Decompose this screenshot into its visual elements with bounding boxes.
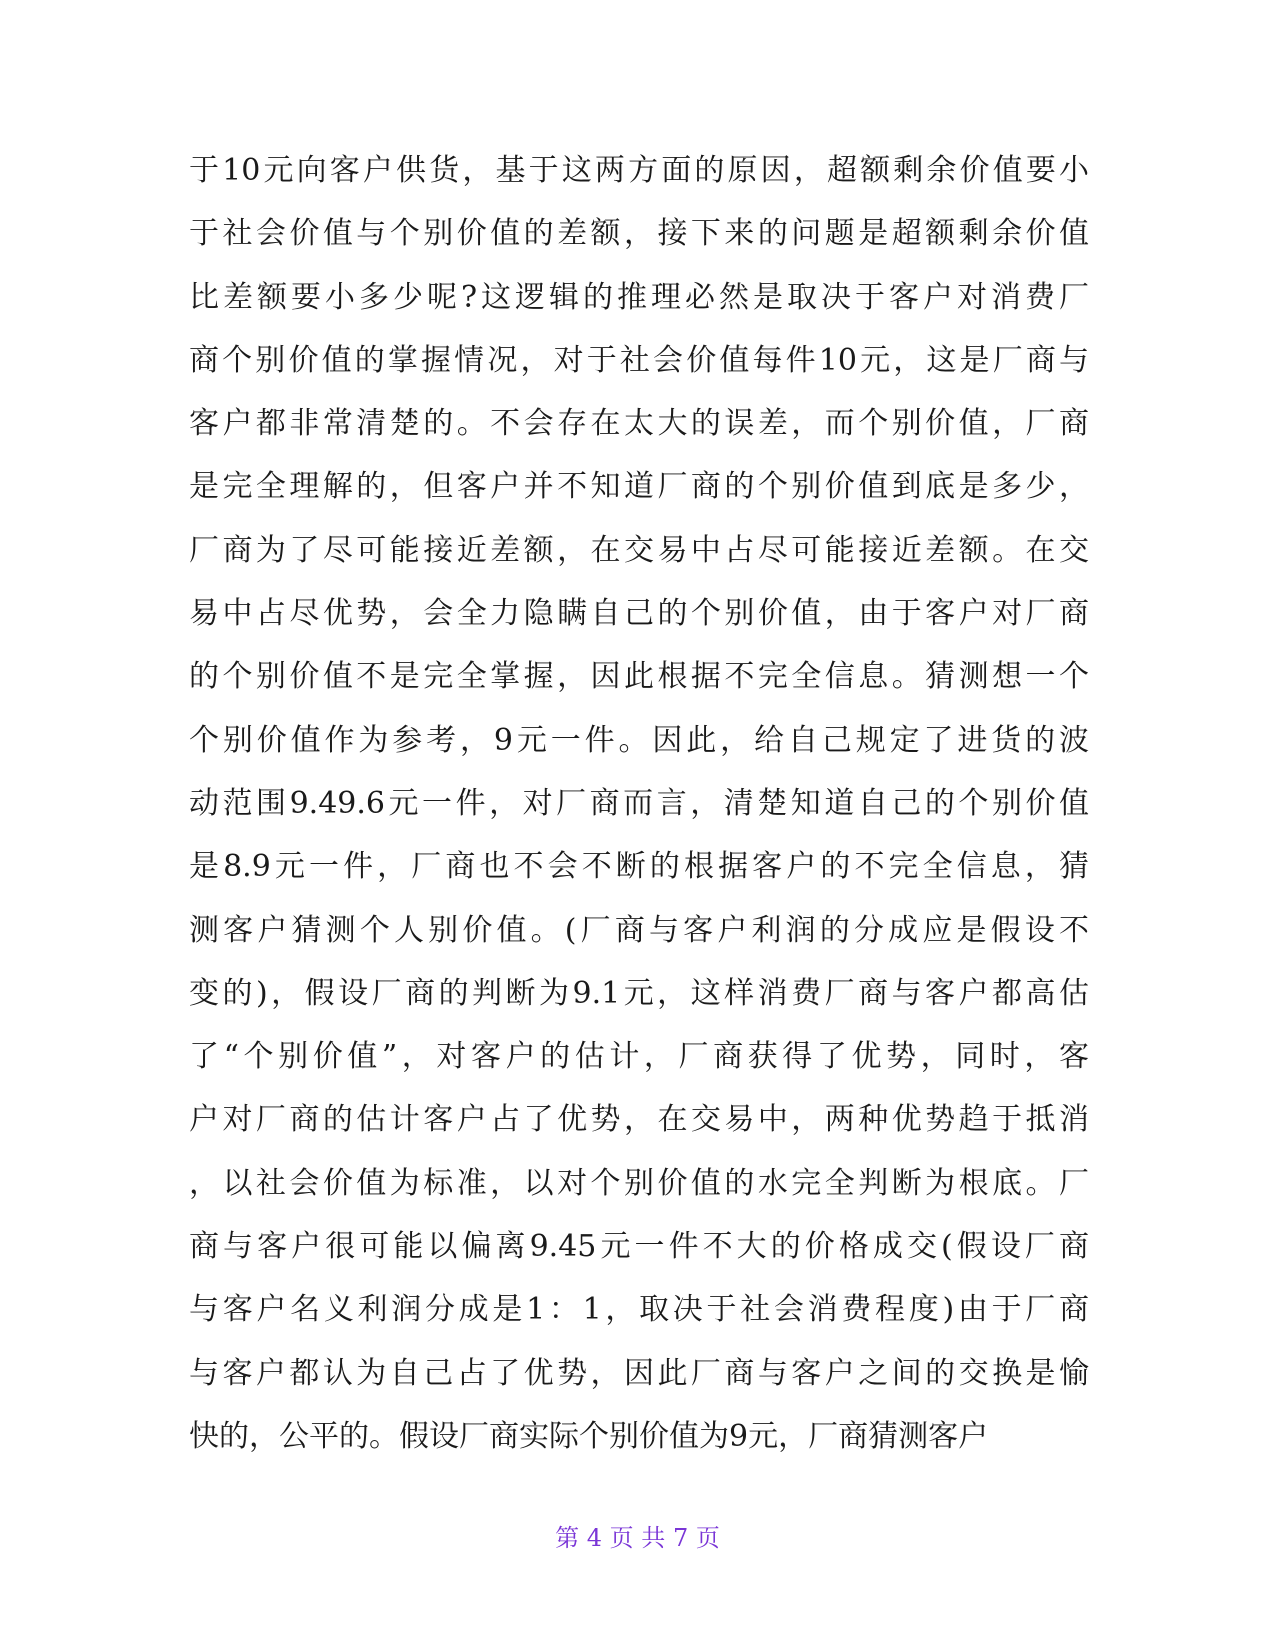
text-line: 个别价值作为参考，9元一件。因此，给自己规定了进货的波 (189, 722, 1089, 758)
text-line: 于10元向客户供货，基于这两方面的原因，超额剩余价值要小 (189, 153, 1089, 188)
text-line: 客户都非常清楚的。不会存在太大的误差，而个别价值，厂商 (189, 406, 1089, 442)
text-line: 了“个别价值”，对客户的估计，厂商获得了优势，同时，客 (189, 1039, 1089, 1075)
text-line: ，以社会价值为标准，以对个别价值的水完全判断为根底。厂 (189, 1165, 1089, 1201)
text-line: 与客户名义利润分成是1：1，取决于社会消费程度)由于厂商 (189, 1292, 1089, 1328)
text-line: 的个别价值不是完全掌握，因此根据不完全信息。猜测想一个 (189, 659, 1089, 695)
body-text (189, 139, 1089, 1468)
page-number-footer: 第 4 页 共 7 页 (555, 1524, 720, 1552)
text-line: 是8.9元一件，厂商也不会不断的根据客户的不完全信息，猜 (189, 849, 1089, 885)
text-line: 测客户猜测个人别价值。(厂商与客户利润的分成应是假设不 (189, 912, 1089, 948)
text-line: 易中占尽优势，会全力隐瞒自己的个别价值，由于客户对厂商 (189, 596, 1089, 632)
text-line: 于社会价值与个别价值的差额，接下来的问题是超额剩余价值 (189, 216, 1089, 252)
text-line: 厂商为了尽可能接近差额，在交易中占尽可能接近差额。在交 (189, 532, 1089, 568)
text-line: 比差额要小多少呢?这逻辑的推理必然是取决于客户对消费厂 (189, 279, 1089, 315)
text-line: 商个别价值的掌握情况，对于社会价值每件10元，这是厂商与 (189, 342, 1089, 378)
text-line: 是完全理解的，但客户并不知道厂商的个别价值到底是多少， (189, 469, 1089, 505)
text-line: 商与客户很可能以偏离9.45元一件不大的价格成交(假设厂商 (189, 1229, 1089, 1265)
text-line: 户对厂商的估计客户占了优势，在交易中，两种优势趋于抵消 (189, 1102, 1089, 1138)
text-line: 快的，公平的。假设厂商实际个别价值为9元，厂商猜测客户 (189, 1418, 989, 1454)
text-line: 与客户都认为自己占了优势，因此厂商与客户之间的交换是愉 (189, 1355, 1089, 1391)
text-line: 变的)，假设厂商的判断为9.1元，这样消费厂商与客户都高估 (189, 975, 1089, 1011)
text-line: 动范围9.49.6元一件，对厂商而言，清楚知道自己的个别价值 (189, 785, 1089, 821)
